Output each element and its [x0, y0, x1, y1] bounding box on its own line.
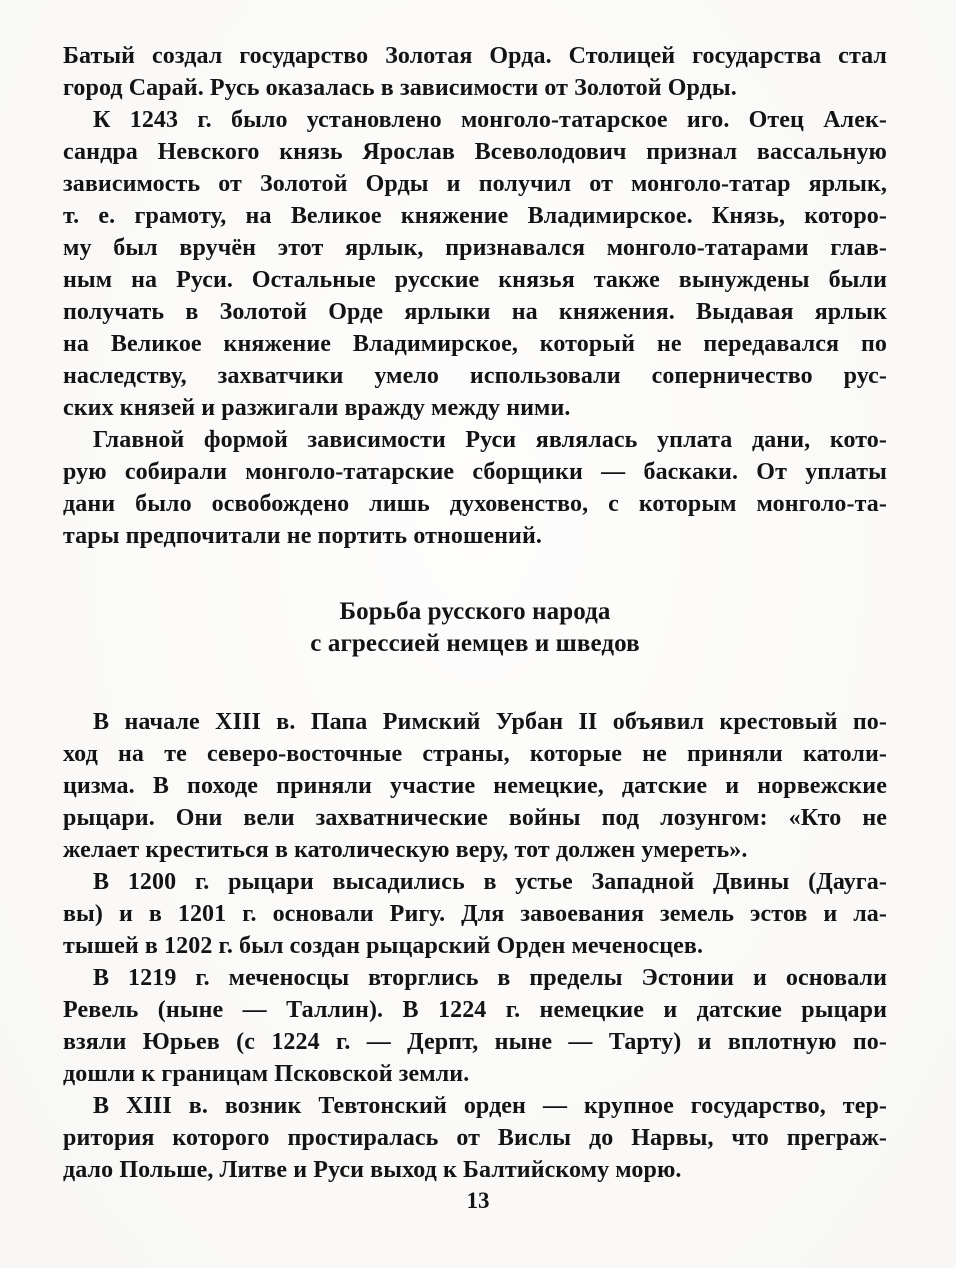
text-line: ход на те северо-восточные страны, которые не приняли католи- — [63, 741, 887, 767]
section-heading — [63, 596, 887, 660]
text-line: взяли Юрьев (с 1224 г. — Дерпт, ныне — Тарту) и вплотную по- — [63, 1029, 887, 1055]
text-line: рыцари. Они вели захватнические войны под лозунгом: «Кто не — [63, 805, 887, 831]
text-line: В 1200 г. рыцари высадились в устье Западной Двины (Дауга- — [93, 869, 887, 895]
text-line: Батый создал государство Золотая Орда. Столицей государства стал — [63, 43, 887, 69]
text-line: Ревель (ныне — Таллин). В 1224 г. немецкие и датские рыцари — [63, 997, 887, 1023]
heading-line: с агрессией немцев и шведов — [310, 630, 640, 657]
paragraph — [63, 40, 887, 104]
text-line: В 1219 г. меченосцы вторглись в пределы Эстонии и основали — [93, 965, 887, 991]
text-line: вы) и в 1201 г. основали Ригу. Для завоевания земель эстов и ла- — [63, 901, 887, 927]
text-line: наследству, захватчики умело использовали соперничество рус- — [63, 363, 887, 389]
page-number: 13 — [466, 1188, 490, 1213]
text-line: К 1243 г. было установлено монголо-татарское иго. Отец Алек- — [93, 107, 887, 133]
text-line: дало Польше, Литве и Руси выход к Балтийскому морю. — [63, 1157, 682, 1183]
text-line: дани было освобождено лишь духовенство, с которым монголо-та- — [63, 491, 887, 517]
page-text — [63, 40, 887, 1186]
text-line: тышей в 1202 г. был создан рыцарский Орден меченосцев. — [63, 933, 704, 959]
text-line: сандра Невского князь Ярослав Всеволодович признал вассальную — [63, 139, 887, 165]
text-line: тары предпочитали не портить отношений. — [63, 523, 543, 549]
text-line: на Великое княжение Владимирское, который не передавался по — [63, 331, 887, 357]
text-line: В XIII в. возник Тевтонский орден — крупное государство, тер- — [93, 1093, 887, 1119]
text-line: желает креститься в католическую веру, тот должен умереть». — [63, 837, 748, 863]
paragraph — [63, 866, 887, 962]
text-line: зависимость от Золотой Орды и получил от монголо-татар ярлык, — [63, 171, 887, 197]
paragraph — [63, 706, 887, 866]
text-line: рую собирали монголо-татарские сборщики — баскаки. От уплаты — [63, 459, 887, 485]
text-line: В начале XIII в. Папа Римский Урбан II объявил крестовый по- — [93, 709, 887, 735]
text-line: город Сарай. Русь оказалась в зависимости от Золотой Орды. — [63, 75, 737, 101]
paragraph — [63, 1090, 887, 1186]
text-line: ритория которого простиралась от Вислы до Нарвы, что преграж- — [63, 1125, 887, 1151]
text-line: дошли к границам Псковской земли. — [63, 1061, 470, 1087]
text-line: ских князей и разжигали вражду между ними. — [63, 395, 571, 421]
text-line: му был вручён этот ярлык, признавался монголо-татарами глав- — [63, 235, 887, 261]
paragraph — [63, 104, 887, 424]
text-line: получать в Золотой Орде ярлыки на княжения. Выдавая ярлык — [63, 299, 887, 325]
text-line: Главной формой зависимости Руси являлась уплата дани, кото- — [93, 427, 887, 453]
text-line: ным на Руси. Остальные русские князья также вынуждены были — [63, 267, 887, 293]
heading-line: Борьба русского народа — [339, 598, 611, 625]
paragraph — [63, 962, 887, 1090]
text-line: цизма. В походе приняли участие немецкие, датские и норвежские — [63, 773, 887, 799]
text-line: т. е. грамоту, на Великое княжение Владимирское. Князь, которо- — [63, 203, 887, 229]
paragraph — [63, 424, 887, 552]
